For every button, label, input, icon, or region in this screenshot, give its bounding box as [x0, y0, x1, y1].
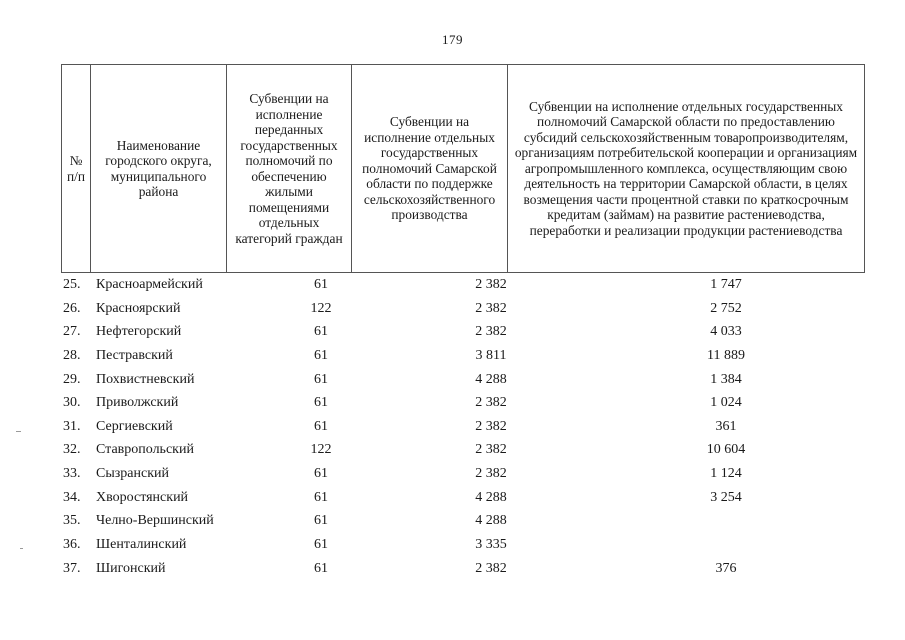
table-row	[61, 273, 864, 297]
row-interest-subsidy-value: 2 752	[710, 300, 742, 316]
row-agriculture-value: 2 382	[475, 395, 507, 411]
table-row	[61, 415, 864, 439]
row-agriculture-value: 2 382	[475, 418, 507, 434]
row-agriculture-value: 3 335	[475, 537, 507, 553]
row-housing-value: 61	[314, 371, 328, 387]
row-agriculture-value: 2 382	[475, 442, 507, 458]
row-interest-subsidy-value: 3 254	[710, 489, 742, 505]
row-number: 36.	[63, 537, 81, 553]
row-housing-value: 122	[310, 300, 332, 316]
row-housing-value: 61	[314, 537, 328, 553]
row-district-name: Красноармейский	[96, 277, 203, 292]
row-district-name: Шигонский	[96, 560, 166, 576]
row-district-name: Шенталинский	[96, 537, 187, 553]
row-housing-value: 61	[314, 347, 328, 363]
row-number: 35.	[63, 513, 81, 529]
row-number: 26.	[63, 300, 81, 316]
row-agriculture-value: 2 382	[475, 560, 507, 576]
row-housing-value: 61	[314, 418, 328, 434]
header-col-housing-subventions: Субвенции на исполнение переданных государственных полномочий по обеспечению жилыми помещениями отдельных категорий граждан	[227, 65, 352, 273]
row-interest-subsidy-value: 1 124	[710, 466, 742, 482]
row-number: 28.	[63, 347, 81, 363]
row-housing-value: 61	[314, 324, 328, 340]
row-agriculture-value: 4 288	[475, 371, 507, 387]
row-number: 30.	[63, 395, 81, 411]
row-district-name: Приволжский	[96, 395, 179, 411]
table-body	[61, 273, 864, 580]
row-interest-subsidy-value: 1 384	[710, 371, 742, 387]
row-district-name: Ставропольский	[96, 442, 194, 458]
scan-mark	[16, 431, 21, 432]
row-interest-subsidy-value: 11 889	[707, 347, 745, 363]
header-col-agriculture-subventions: Субвенции на исполнение отдельных государственных полномочий Самарской области по поддержке сельскохозяйственного производства	[352, 65, 508, 273]
row-housing-value: 61	[314, 277, 328, 292]
scan-mark	[20, 548, 23, 549]
row-interest-subsidy-value: 4 033	[710, 324, 742, 340]
table-row	[61, 368, 864, 392]
row-district-name: Челно-Вершинский	[96, 513, 214, 529]
row-district-name: Красноярский	[96, 300, 181, 316]
table-row	[61, 486, 864, 510]
row-agriculture-value: 2 382	[475, 300, 507, 316]
header-col-name: Наименование городского округа, муниципального района	[91, 65, 227, 273]
row-agriculture-value: 3 811	[475, 347, 507, 363]
row-district-name: Сергиевский	[96, 418, 173, 434]
table-row	[61, 320, 864, 344]
table-row	[61, 297, 864, 321]
table-row	[61, 533, 864, 557]
row-number: 34.	[63, 489, 81, 505]
row-number: 32.	[63, 442, 81, 458]
table-row	[61, 438, 864, 462]
row-number: 33.	[63, 466, 81, 482]
row-district-name: Пестравский	[96, 347, 173, 363]
table-row	[61, 344, 864, 368]
row-housing-value: 61	[314, 489, 328, 505]
row-number: 29.	[63, 371, 81, 387]
page-number: 179	[442, 32, 463, 47]
row-housing-value: 61	[314, 466, 328, 482]
row-housing-value: 122	[310, 442, 332, 458]
row-district-name: Нефтегорский	[96, 324, 182, 340]
row-agriculture-value: 2 382	[475, 277, 507, 292]
table-row	[61, 462, 864, 486]
row-housing-value: 61	[314, 395, 328, 411]
row-number: 25.	[63, 277, 81, 292]
row-agriculture-value: 4 288	[475, 513, 507, 529]
table-row	[61, 557, 864, 581]
table-header	[61, 64, 865, 273]
row-interest-subsidy-value: 1 024	[710, 395, 742, 411]
row-interest-subsidy-value: 1 747	[710, 277, 742, 292]
row-number: 31.	[63, 418, 81, 434]
row-interest-subsidy-value: 376	[715, 560, 737, 576]
row-district-name: Сызранский	[96, 466, 169, 482]
row-number: 37.	[63, 560, 81, 576]
table-row	[61, 391, 864, 415]
header-col-number: № п/п	[62, 65, 91, 273]
row-interest-subsidy-value: 361	[715, 418, 737, 434]
row-number: 27.	[63, 324, 81, 340]
row-agriculture-value: 2 382	[475, 466, 507, 482]
row-agriculture-value: 4 288	[475, 489, 507, 505]
row-agriculture-value: 2 382	[475, 324, 507, 340]
row-interest-subsidy-value: 10 604	[706, 442, 746, 458]
table-row	[61, 509, 864, 533]
row-district-name: Хворостянский	[96, 489, 189, 505]
row-housing-value: 61	[314, 560, 328, 576]
header-col-interest-rate-subsidies: Субвенции на исполнение отдельных государственных полномочий Самарской области по предоставлению субсидий сельскохозяйственным товаропроизводителям, организациям потребительской кооперации и организациям агропромышленного комплекса, осуществляющим свою деятельность на территории Самарской области, в целях возмещения части процентной ставки по краткосрочным кредитам (займам) на развитие растениеводства, переработки и реализации продукции растениеводства	[508, 65, 865, 273]
row-housing-value: 61	[314, 513, 328, 529]
row-district-name: Похвистневский	[96, 371, 195, 387]
